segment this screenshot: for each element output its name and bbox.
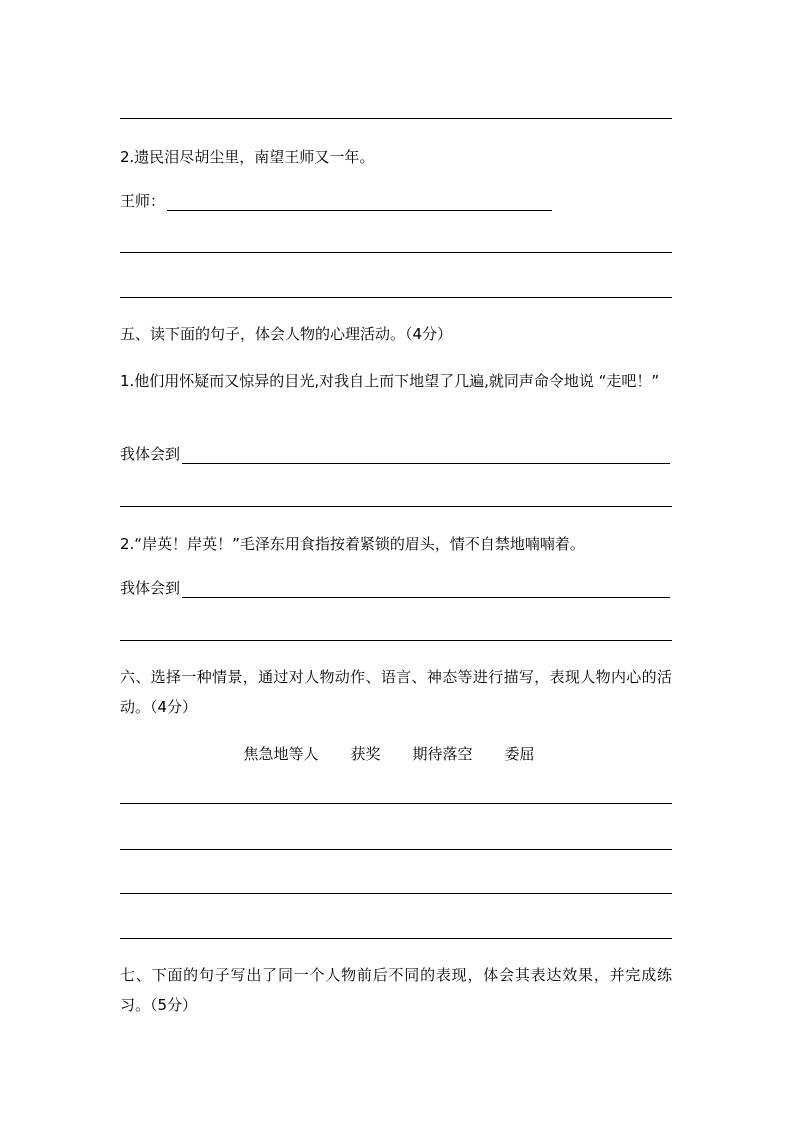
q5-item1-answer-blank[interactable] [182,446,670,464]
q5-item2-answer-row [120,578,670,598]
q5-item1-text: 1.他们用怀疑而又惊异的目光,对我自上而下地望了几遍,就同声命令地说 “走吧！” [120,372,660,390]
answer-line[interactable] [120,803,672,804]
q6-options [0,744,794,764]
answer-line[interactable] [120,938,672,939]
q5-item2-answer-blank[interactable] [182,580,670,598]
answer-line[interactable] [120,849,672,850]
q6-option: 期待落空 [412,745,473,763]
q5-item1-label: 我体会到 [120,445,181,463]
q6-option: 委屈 [504,745,535,763]
q5-item2-text: 2.“岸英！岸英！”毛泽东用食指按着紧锁的眉头，情不自禁地喃喃着。 [120,535,585,553]
answer-line[interactable] [120,640,672,641]
q4-item2-answer-blank[interactable] [167,193,552,211]
q6-option: 获奖 [350,745,381,763]
q6-option: 焦急地等人 [243,745,319,763]
answer-line[interactable] [120,506,672,507]
q6-heading: 六、选择一种情景，通过对人物动作、语言、神态等进行描写，表现人物内心的活动。（4分） [120,668,672,716]
answer-line[interactable] [120,252,672,253]
answer-line[interactable] [120,118,672,119]
q5-item2-label: 我体会到 [120,579,181,597]
answer-line[interactable] [120,893,672,894]
answer-line[interactable] [120,297,672,298]
q5-item1-answer-row [120,444,670,464]
q5-heading: 五、读下面的句子，体会人物的心理活动。（4分） [120,325,453,343]
q4-item2-label: 王师： [120,192,166,210]
q4-item2-answer-row [120,191,552,211]
q7-heading: 七、下面的句子写出了同一个人物前后不同的表现，体会其表达效果，并完成练习。（5分） [120,966,672,1014]
q4-item2-text: 2.遗民泪尽胡尘里，南望王师又一年。 [120,148,375,166]
